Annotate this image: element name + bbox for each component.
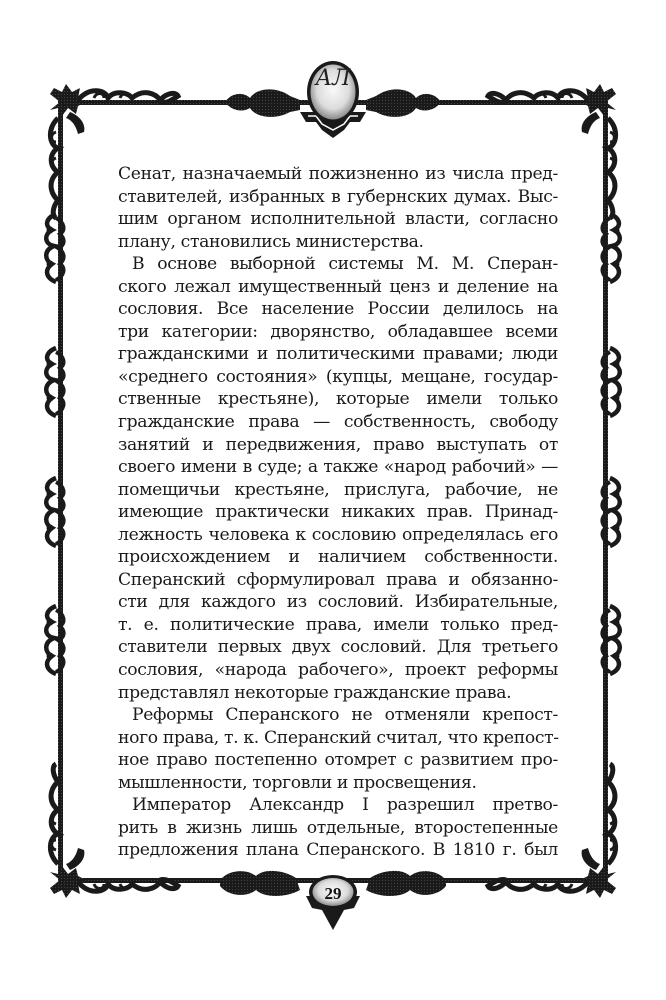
text-line: ставители первых двух сословий. Для третьего — [118, 637, 558, 658]
text-line: имеющие практически никаких прав. Принад- — [118, 502, 558, 523]
text-line: ственные крестьяне), которые имели только — [118, 389, 558, 410]
text-line: сословия. Все население России делилось на — [118, 299, 558, 320]
monogram: АЛ — [315, 66, 351, 91]
page-number: 29 — [324, 884, 342, 903]
text-line: гражданские права — собственность, свободу — [118, 412, 558, 433]
text-line: ставителей, избранных в губернских думах. Выс- — [118, 186, 558, 207]
text-line: В основе выборной системы М. М. Сперан- — [132, 254, 558, 275]
text-line: представлял некоторые гражданские права. — [118, 682, 512, 703]
text-line: т. е. политические права, имели только пред- — [118, 614, 558, 635]
text-line: гражданскими и политическими правами; люди — [118, 344, 558, 365]
text-line: три категории: дворянство, обладавшее всеми — [118, 321, 558, 342]
text-line: мышленности, торговли и просвещения. — [118, 772, 477, 793]
text-line: происхождением и наличием собственности. — [118, 547, 558, 568]
text-line: ского лежал имущественный ценз и деление на — [118, 276, 558, 297]
page-body-text — [118, 163, 558, 862]
text-line: плану, становились министерства. — [118, 231, 424, 252]
text-line: Сенат, назначаемый пожизненно из числа пред- — [118, 164, 558, 184]
text-line: «среднего состояния» (купцы, мещане, государ- — [118, 366, 558, 387]
text-line: ное право постепенно отомрет с развитием про- — [118, 750, 558, 771]
text-line: лежность человека к сословию определялась его — [118, 524, 558, 545]
text-line: помещичьи крестьяне, прислуга, рабочие, не — [118, 479, 558, 500]
text-line: Сперанский сформулировал права и обязанно- — [118, 569, 558, 590]
text-line: предложения плана Сперанского. В 1810 г. был — [118, 840, 558, 861]
text-line: занятий и передвижения, право выступать от — [118, 434, 558, 455]
text-line: Император Александр I разрешил претво- — [132, 795, 558, 816]
text-line: шим органом исполнительной власти, согласно — [118, 209, 558, 230]
text-line: ного права, т. к. Сперанский считал, что крепост- — [118, 727, 559, 748]
text-line: сословия, «народа рабочего», проект реформы — [118, 660, 558, 681]
text-line: своего имени в суде; а также «народ рабочий» — — [118, 457, 558, 478]
text-line: сти для каждого из сословий. Избирательные, — [118, 592, 558, 613]
text-line: рить в жизнь лишь отдельные, второстепенные — [118, 817, 558, 838]
text-line: Реформы Сперанского не отменяли крепост- — [132, 705, 558, 726]
